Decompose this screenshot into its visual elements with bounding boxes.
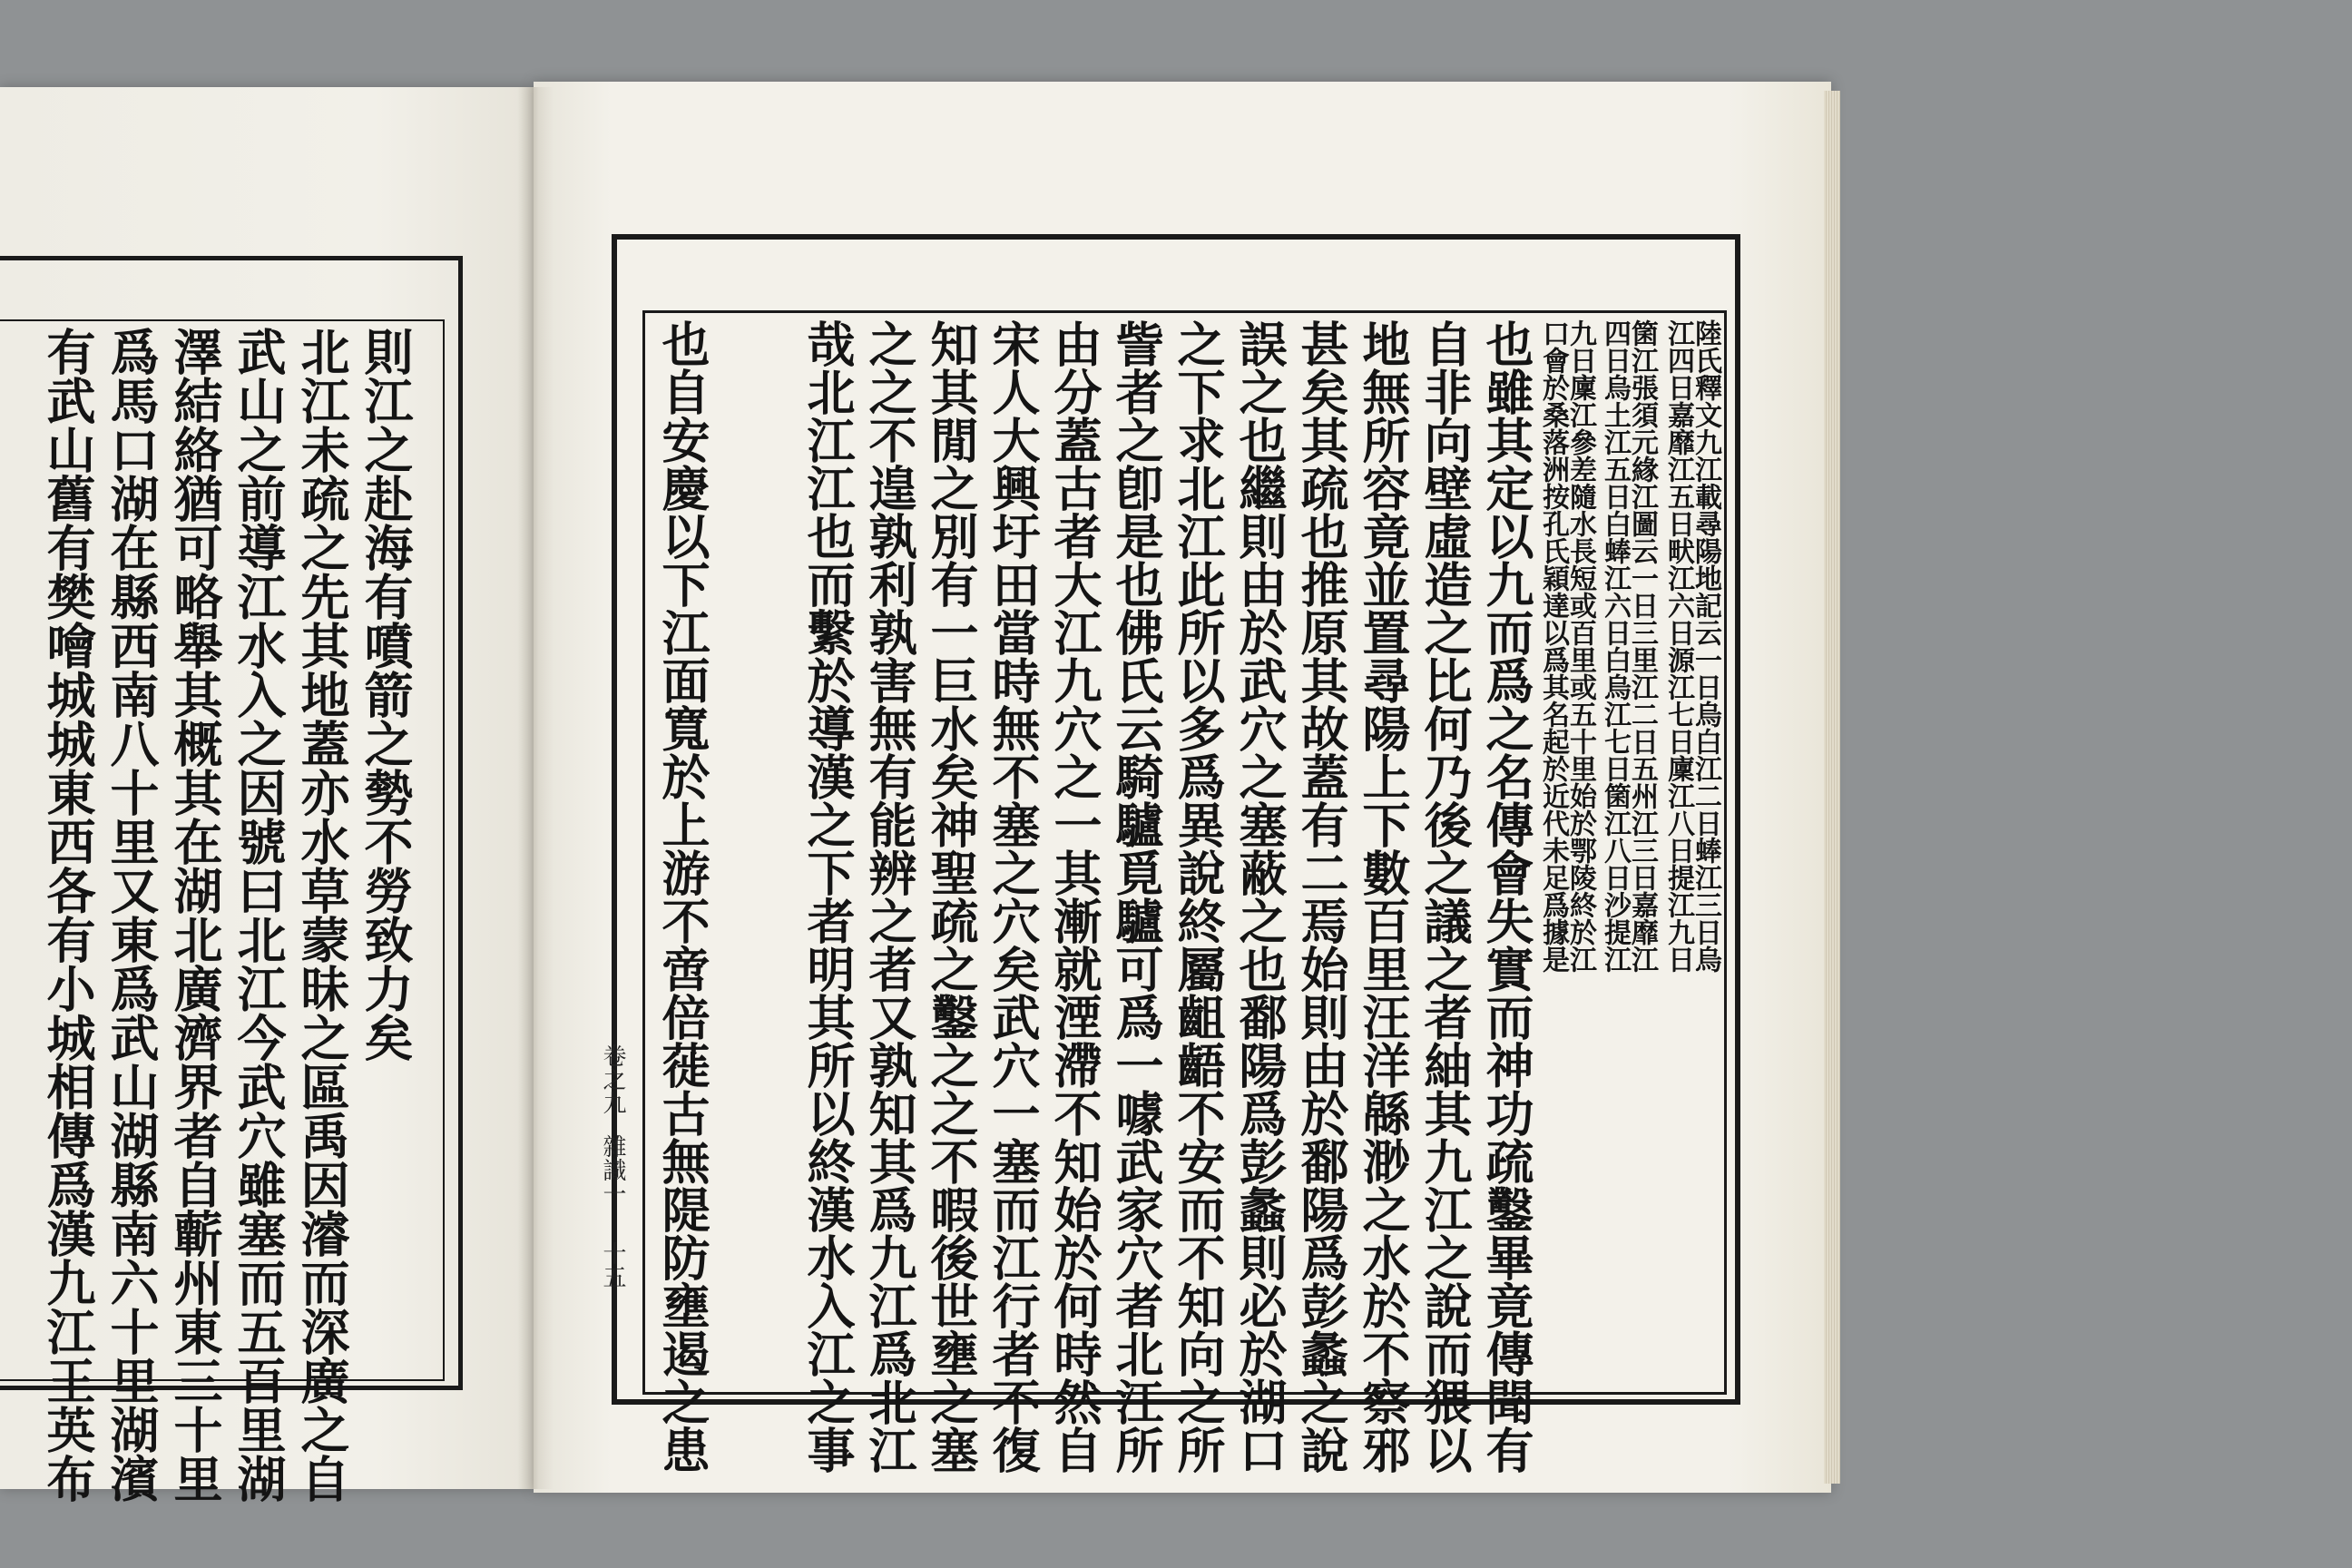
note-column-5: 九日廩江參差隨水長短或百里或五十里始於鄂陵終於江 (1564, 319, 1596, 973)
main-column-9: 宋人大興圩田當時無不塞之穴矣武穴一塞而江行者不復 (985, 319, 1041, 1474)
main-column-8: 由分蓋古者大江九穴之一其漸就湮滯不知始於何時然自 (1046, 319, 1102, 1474)
main-column-12: 哉北江江也而繫於導漢之下者明其所以終漢水入江之事 (799, 319, 856, 1474)
main-column-1: 也雖其定以九而爲之名傳會失實而神功疏鑿畢竟傳聞有 (1478, 319, 1534, 1474)
main-column-3: 地無所容竟並置尋陽上下數百里汪洋緜渺之水於不察邪 (1355, 319, 1411, 1474)
note-column-1: 陸氏釋文九江載尋陽地記云一日烏白江二日蜯江三日烏 (1690, 319, 1721, 973)
page-number: 十五 (599, 1241, 626, 1289)
note-column-4: 四日烏土江五日白蜯江六日白烏江七日箘江八日沙提江 (1599, 319, 1631, 973)
note-column-3: 箘江張須元緣江圖云一日三里江二日五州江三日嘉靡江 (1626, 319, 1658, 973)
note-column-6: 口會於桑落洲按孔氏穎達以爲其名起於近代未足爲據是 (1537, 319, 1569, 973)
left-column-6: 有武山舊有樊噲城城東西各有小城相傳爲漢九江王英布 (39, 327, 97, 1503)
page-edges (1824, 91, 1840, 1484)
left-column-3: 武山之前導江水入之因號曰北江今武穴雖塞而五百里湖 (230, 327, 288, 1503)
left-column-5: 爲馬口湖在縣西南八十里又東爲武山湖縣南六十里湖濱 (103, 327, 161, 1503)
main-column-7: 訾者之卽是也佛氏云騎驢覓驢可爲一噱武家穴者北江所 (1108, 319, 1164, 1474)
main-column-10: 知其閒之別有一巨水矣神聖疏之鑿之之不暇後世壅之塞 (923, 319, 979, 1474)
main-column-6: 之下求北江此所以多爲異說終屬齟齬不安而不知向之所 (1170, 319, 1226, 1474)
main-column-13: 也自安慶以下江面寬於上游不啻倍蓰古無隄防壅遏之患 (654, 319, 710, 1474)
left-column-4: 澤結絡猶可略舉其概其在湖北廣濟界者自蘄州東三十里 (166, 327, 224, 1503)
left-column-2: 北江未疏之先其地蓋亦水草蒙昧之區禹因濬而深廣之自 (293, 327, 351, 1503)
volume-label: 卷之九 (599, 1044, 626, 1114)
section-label: 雜識一 (599, 1134, 626, 1205)
main-column-5: 誤之也繼則由於武穴之塞蔽之也鄱陽爲彭蠡則必於湖口 (1231, 319, 1288, 1474)
main-column-4: 甚矣其疏也推原其故蓋有二焉始則由於鄱陽爲彭蠡之說 (1293, 319, 1349, 1474)
left-column-1: 則江之赴海有噴箭之勢不勞致力矣 (357, 327, 415, 1062)
main-column-11: 之之不遑孰利孰害無有能辨之者又孰知其爲九江爲北江 (861, 319, 917, 1474)
book-gutter (517, 87, 554, 1489)
main-column-2: 自非向壁虛造之比何乃後之議之者紬其九江之說而猥以 (1416, 319, 1473, 1474)
note-column-2: 江四日嘉靡江五日畎江六日源江七日廩江八日提江九日 (1662, 319, 1694, 973)
